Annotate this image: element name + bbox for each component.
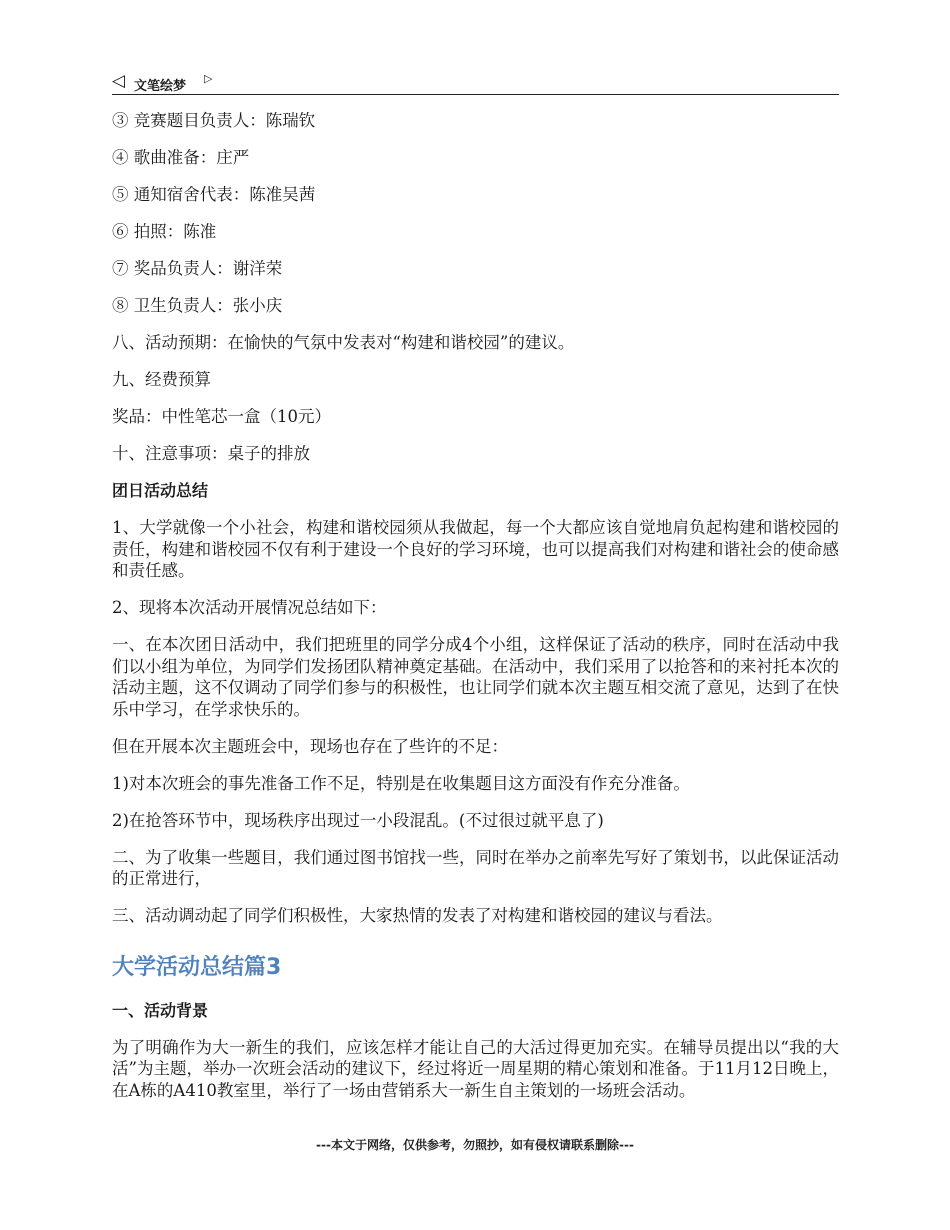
list-item: ④ 歌曲准备：庄严 bbox=[112, 148, 250, 167]
summary-paragraph: 1)对本次班会的事先准备工作不足，特别是在收集题目这方面没有作充分准备。 bbox=[112, 773, 690, 793]
summary-paragraph: 三、活动调动起了同学们积极性，大家热情的发表了对构建和谐校园的建议与看法。 bbox=[112, 906, 723, 925]
budget-heading: 九、经费预算 bbox=[112, 370, 211, 389]
document-body bbox=[112, 110, 839, 1101]
list-item: ⑧ 卫生负责人：张小庆 bbox=[112, 296, 283, 315]
list-item: ⑤ 通知宿舍代表：陈准吴茜 bbox=[112, 185, 316, 204]
section-paragraph: 为了明确作为大一新生的我们，应该怎样才能让自己的大活过得更加充实。在辅导员提出以“我的大活”为主题，举办一次班会活动的建议下，经过将近一周星期的精心策划和准备。于11月12日晚上，在A栋的A410教室里，举行了一场由营销系大一新生自主策划的一场班会活动。 bbox=[112, 1037, 839, 1100]
notes-item: 十、注意事项：桌子的排放 bbox=[112, 444, 310, 463]
summary-paragraph: 但在开展本次主题班会中，现场也存在了些许的不足： bbox=[112, 736, 508, 756]
summary-paragraph: 二、为了收集一些题目，我们通过图书馆找一些，同时在举办之前率先写好了策划书，以此保证活动的正常进行， bbox=[112, 847, 839, 888]
list-item: ③ 竞赛题目负责人：陈瑞钦 bbox=[112, 111, 316, 130]
summary-paragraph: 2、现将本次活动开展情况总结如下： bbox=[112, 598, 387, 617]
list-item: ⑥ 拍照：陈准 bbox=[112, 222, 217, 241]
summary-paragraph: 2)在抢答环节中，现场秩序出现过一小段混乱。(不过很过就平息了) bbox=[112, 810, 604, 830]
left-triangle-icon: ◁ bbox=[112, 71, 126, 91]
list-item: ⑦ 奖品负责人：谢洋荣 bbox=[112, 259, 283, 278]
page-header bbox=[112, 72, 839, 95]
summary-heading: 团日活动总结 bbox=[112, 481, 209, 500]
header-brand: 文笔绘梦 bbox=[134, 79, 187, 94]
summary-paragraph: 1、大学就像一个小社会，构建和谐校园须从我做起，每一个大都应该自觉地肩负起构建和谐校园的责任，构建和谐校园不仅有利于建设一个良好的学习环境，也可以提高我们对构建和谐社会的使命感和责任感。 bbox=[112, 518, 839, 580]
right-triangle-icon: ▷ bbox=[204, 72, 213, 85]
activity-expectation: 八、活动预期：在愉快的气氛中发表对“构建和谐校园”的建议。 bbox=[112, 333, 575, 352]
summary-paragraph: 一、在本次团日活动中，我们把班里的同学分成4个小组，这样保证了活动的秩序，同时在活动中我们以小组为单位，为同学们发扬团队精神奠定基础。在活动中，我们采用了以抢答和的来衬托本次的活动主题，这不仅调动了同学们参与的积极性，也让同学们就本次主题互相交流了意见，达到了在快乐中学习，在学求快乐的。 bbox=[112, 635, 839, 719]
section-title: 大学活动总结篇3 bbox=[112, 954, 282, 980]
budget-item: 奖品：中性笔芯一盒（10元） bbox=[112, 407, 331, 426]
section-subheading: 一、活动背景 bbox=[112, 1000, 209, 1020]
page-footer: ---本文于网络，仅供参考，勿照抄，如有侵权请联系删除--- bbox=[316, 1138, 634, 1152]
